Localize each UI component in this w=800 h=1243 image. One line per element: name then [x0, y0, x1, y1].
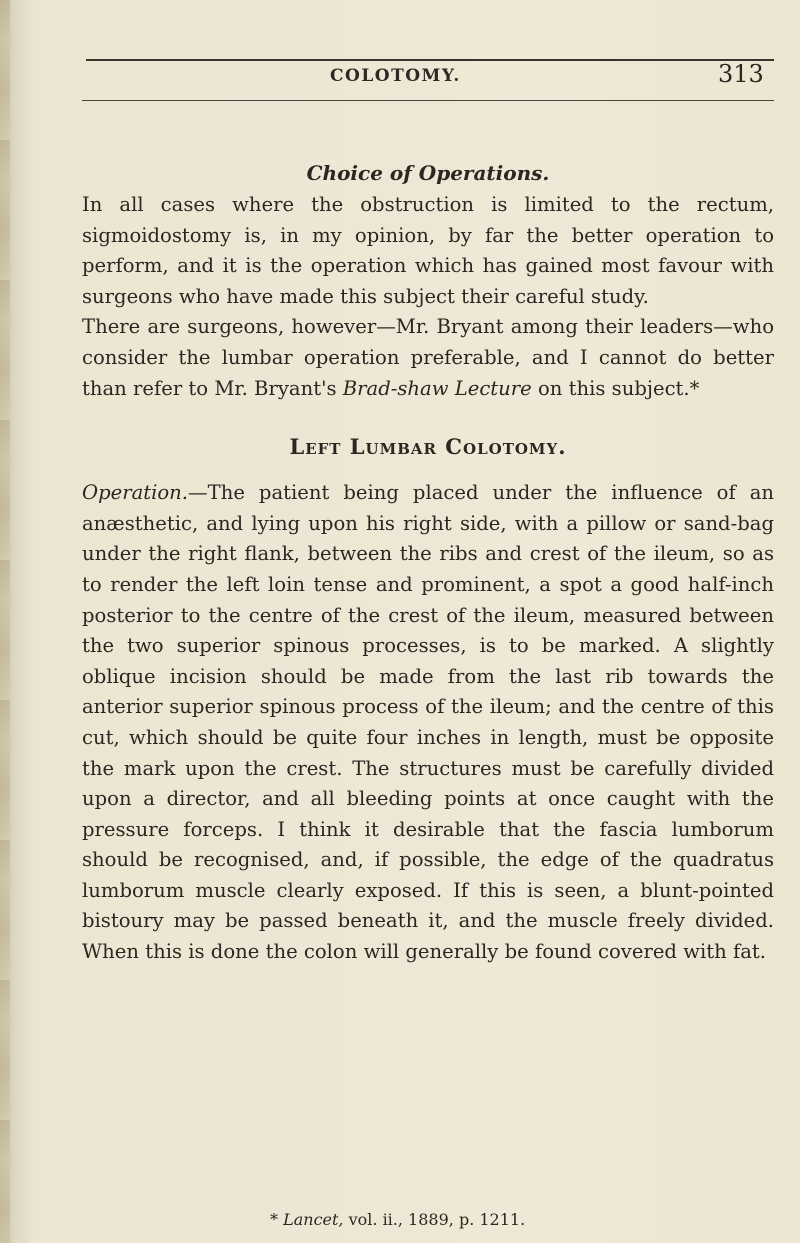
- footnote-source: Lancet,: [283, 1210, 344, 1229]
- paragraph-lumbar-preference-text: There are surgeons, however—Mr. Bryant among their leaders—who consider the lumbar operation preferable, and I cannot do better than refer to Mr. Bryant's: [82, 315, 774, 400]
- paragraph-sigmoidostomy: In all cases where the obstruction is limited to the rectum, sigmoidostomy is, in my opinion, by far the better operation to perform, and it is the operation which has gained most favour with surgeons who have made this subject their careful study.: [82, 193, 774, 308]
- page-body: [82, 158, 774, 968]
- footnote: [270, 1210, 525, 1229]
- lecture-title: Brad-shaw Lecture: [342, 376, 532, 400]
- paragraph-lumbar-preference-end: on this subject.*: [531, 376, 700, 400]
- paragraph-operation: [82, 478, 774, 968]
- running-head: COLOTOMY.: [330, 66, 461, 86]
- section-heading-left-lumbar-colotomy: Left Lumbar Colotomy.: [289, 434, 567, 460]
- page-gutter-shadow: [0, 0, 10, 1243]
- footnote-citation: vol. ii., 1889, p. 1211.: [343, 1210, 526, 1229]
- header-rule-bottom: [82, 100, 774, 101]
- paragraph-lumbar-preference: [82, 312, 774, 404]
- section-heading-choice-of-operations: Choice of Operations.: [306, 161, 550, 185]
- operation-text: —The patient being placed under the influence of an anæsthetic, and lying upon his right side, with a pillow or sand-bag under the right flank, between the ribs and crest of the ileum, so as to render the left loin tense and prominent, a spot a good half-inch posterior to the centre of the crest of the ileum, measured between the two superior spinous processes, is to be marked. A slightly oblique incision should be made from the last rib towards the anterior superior spinous process of the ileum; and the centre of this cut, which should be quite four inches in length, must be opposite the mark upon the crest. The structures must be carefully divided upon a director, and all bleeding points at once caught with the pressure forceps. I think it desirable that the fascia lumborum should be recognised, and, if possible, the edge of the quadratus lumborum muscle clearly exposed. If this is seen, a blunt-pointed bistoury may be passed beneath it, and the muscle freely divided. When this is done the colon will generally be found covered with fat.: [82, 481, 774, 964]
- footnote-mark: *: [270, 1210, 284, 1229]
- header-rule-top: [86, 59, 774, 61]
- page-number: 313: [718, 60, 764, 88]
- operation-lead-in: Operation.: [82, 481, 189, 505]
